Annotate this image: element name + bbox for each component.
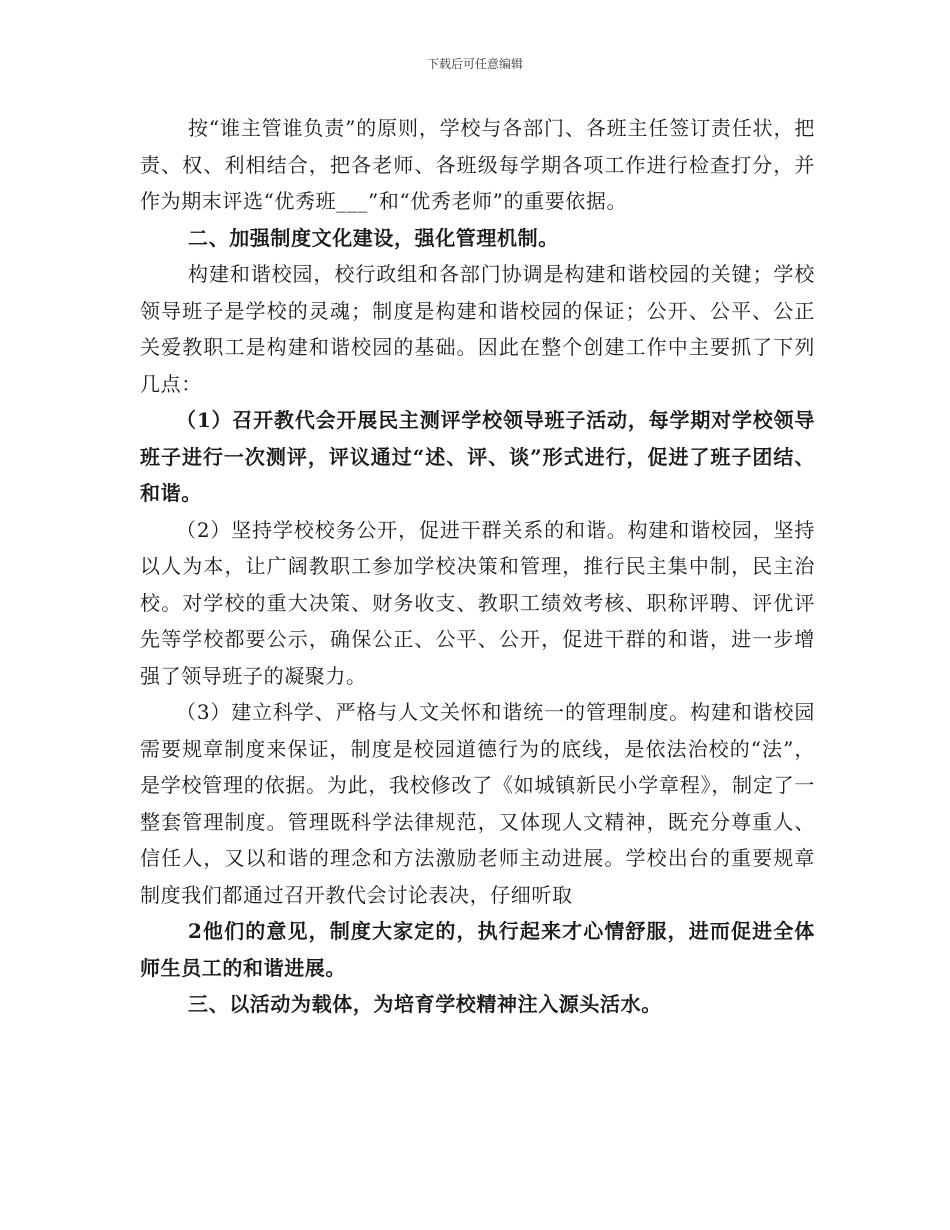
paragraph-harmonious-campus: 构建和谐校园，校行政组和各部门协调是构建和谐校园的关键；学校领导班子是学校的灵魂；制度是构建和谐校园的保证；公开、公平、公正关爱教职工是构建和谐校园的基础。因此在整个创建工作中主要抓了下列几点： [140,262,815,396]
paragraph-continuation: 2他们的意见，制度大家定的，执行起来才心情舒服，进而促进全体师生员工的和谐进展。 [140,919,815,980]
page-header: 下载后可任意编辑 [426,57,523,71]
paragraph-item-3: （3）建立科学、严格与人文关怀和谐统一的管理制度。构建和谐校园需要规章制度来保证，制度是校园道德行为的底线，是依法治校的“法”，是学校管理的依据。为此，我校修改了《如城镇新民小学章程》，制定了一整套管理制度。管理既科学法律规范，又体现人文精神，既充分尊重人、信任人，又以和谐的理念和方法激励老师主动进展。学校出台的重要规章制度我们都通过召开教代会讨论表决，仔细听取 [140,700,815,907]
paragraph-item-2: （2）坚持学校校务公开，促进干群关系的和谐。构建和谐校园，坚持以人为本，让广阔教职工参加学校决策和管理，推行民主集中制，民主治校。对学校的重大决策、财务收支、教职工绩效考核、职称评聘、评优评先等学校都要公示，确保公正、公平、公开，促进干群的和谐，进一步增强了领导班子的凝聚力。 [140,517,815,688]
paragraph-item-1: （1）召开教代会开展民主测评学校领导班子活动，每学期对学校领导班子进行一次测评，评议通过“述、评、谈”形式进行，促进了班子团结、和谐。 [140,408,815,505]
paragraph-responsibility: 按“谁主管谁负责”的原则，学校与各部门、各班主任签订责任状，把责、权、利相结合，把各老师、各班级每学期各项工作进行检查打分，并作为期末评选“优秀班___”和“优秀老师”的重要依据。 [140,116,815,213]
section-heading-2: 二、加强制度文化建设，强化管理机制。 [188,225,559,250]
section-heading-3: 三、以活动为载体，为培育学校精神注入源头活水。 [188,992,662,1016]
document-body [140,110,815,1023]
